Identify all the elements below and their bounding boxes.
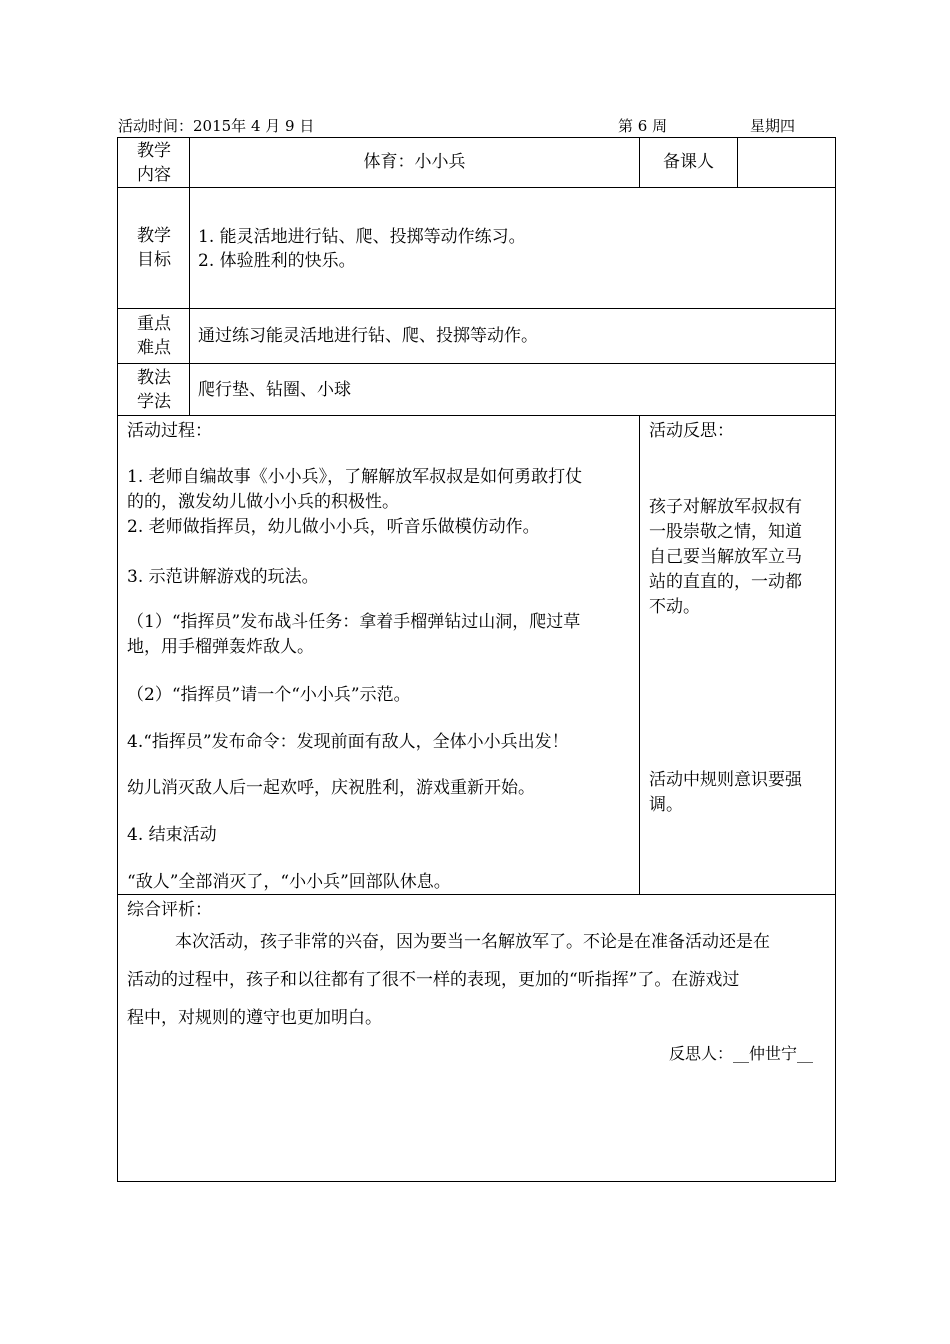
weekday: 星期四	[750, 117, 796, 135]
reflection-line: 自己要当解放军立马	[649, 547, 802, 567]
label-line: 目标	[137, 250, 171, 270]
process-title: 活动过程：	[127, 421, 212, 441]
label-line: 内容	[137, 165, 171, 185]
label-line: 教学	[137, 141, 171, 161]
table-left-border	[117, 137, 118, 1182]
method-label	[119, 366, 189, 414]
process-line: 4.“指挥员”发布命令：发现前面有敌人，全体小小兵出发！	[127, 732, 569, 752]
label-line: 教学	[137, 226, 171, 246]
objective-item: 1. 能灵活地进行钻、爬、投掷等动作练习。	[198, 227, 526, 247]
label-column-divider	[189, 137, 190, 415]
row-divider	[117, 308, 836, 309]
row-divider	[117, 187, 836, 188]
row-divider	[117, 363, 836, 364]
signature: 反思人：__仲世宁__	[669, 1044, 814, 1063]
objective-label	[119, 224, 189, 272]
content-value: 体育：小小兵	[363, 152, 466, 172]
process-line: 3. 示范讲解游戏的玩法。	[127, 567, 319, 587]
label-line: 难点	[137, 338, 171, 358]
column-divider	[737, 137, 738, 187]
summary-line: 程中，对规则的遵守也更加明白。	[127, 1008, 382, 1028]
objective-item: 2. 体验胜利的快乐。	[198, 251, 356, 271]
process-line: 4. 结束活动	[127, 825, 217, 845]
reflection-title: 活动反思：	[649, 421, 734, 441]
reflection-line: 活动中规则意识要强	[649, 770, 802, 790]
reflection-line: 一股崇敬之情，知道	[649, 522, 802, 542]
summary-title: 综合评析：	[127, 900, 212, 920]
process-line: 幼儿消灭敌人后一起欢呼，庆祝胜利，游戏重新开始。	[127, 778, 535, 798]
process-line: （1）“指挥员”发布战斗任务：拿着手榴弹钻过山洞，爬过草	[127, 612, 581, 632]
process-line: “敌人”全部消灭了，“小小兵”回部队休息。	[127, 872, 451, 892]
summary-line: 本次活动，孩子非常的兴奋，因为要当一名解放军了。不论是在准备活动还是在	[175, 932, 770, 952]
process-line: 2. 老师做指挥员，幼儿做小小兵，听音乐做模仿动作。	[127, 517, 540, 537]
header-line	[118, 115, 808, 138]
reflection-line: 不动。	[649, 597, 700, 617]
keypoint-value: 通过练习能灵活地进行钻、爬、投掷等动作。	[198, 326, 538, 346]
summary-line: 活动的过程中，孩子和以往都有了很不一样的表现，更加的“听指挥”了。在游戏过	[127, 970, 740, 990]
process-line: 1. 老师自编故事《小小兵》，了解解放军叔叔是如何勇敢打仗	[127, 467, 583, 487]
label-line: 重点	[137, 314, 171, 334]
row-divider	[117, 894, 836, 895]
process-line: 的的，激发幼儿做小小兵的积极性。	[127, 492, 399, 512]
table-bottom-border	[117, 1181, 836, 1182]
keypoint-label	[119, 312, 189, 360]
preparer-label: 备课人	[663, 152, 714, 172]
reflection-line: 调。	[649, 795, 683, 815]
content-label	[119, 139, 189, 187]
activity-time: 活动时间：2015年 4 月 9 日	[118, 117, 315, 135]
method-value: 爬行垫、钻圈、小球	[198, 380, 351, 400]
table-top-border	[117, 137, 836, 138]
reflection-line: 站的直直的，一动都	[649, 572, 802, 592]
label-line: 学法	[137, 392, 171, 412]
table-right-border	[835, 137, 836, 1182]
column-divider	[639, 415, 640, 894]
row-divider	[117, 415, 836, 416]
process-line: （2）“指挥员”请一个“小小兵”示范。	[127, 685, 411, 705]
reflection-line: 孩子对解放军叔叔有	[649, 497, 802, 517]
process-line: 地，用手榴弹轰炸敌人。	[127, 637, 314, 657]
week-number: 第 6 周	[618, 117, 668, 135]
label-line: 教法	[137, 368, 171, 388]
